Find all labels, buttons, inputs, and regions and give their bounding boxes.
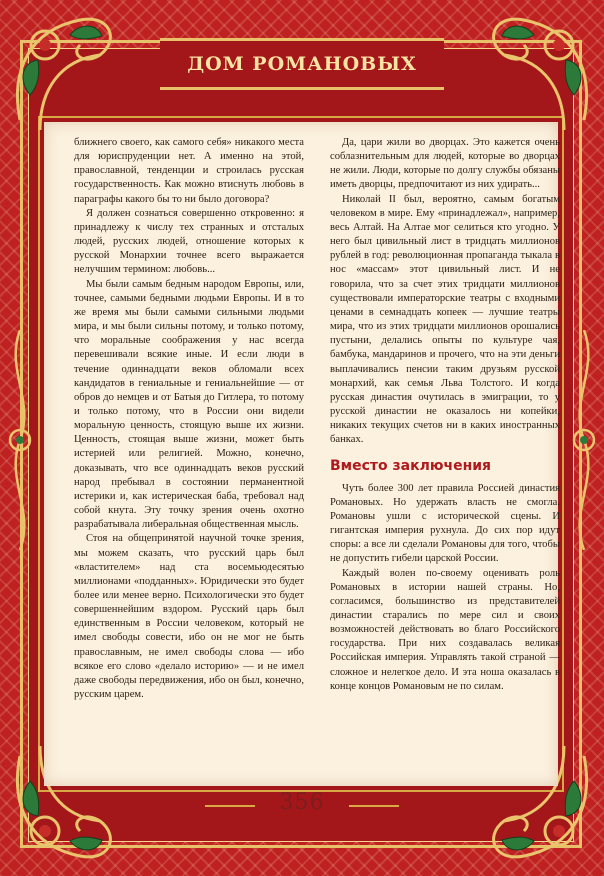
paragraph: Николай II был, вероятно, самым богатым человеком в мире. Ему «принадлежал», например, весь Алтай. На Алтае мог селиться кто угодно. У него был цивильный лист в тридцать миллионов рублей в год: революционная пропаганда тыкала в нос «массам» этот цивильный лист. И не говорила, что за счет этих тридцати миллионов существовали императорские театры с входными ценами в семнадцать копеек — лучшие театры мира, что из этих тридцати миллионов орошались пустыни, делались опыты по культуре чая, бамбука, мандаринов и прочего, что на эти деньги выплачивались пенсии таким друзьям русской монархий, как семья Льва Толстого. И когда русская династия очутилась в эмиграции, то у русской династии не оказалось ни копейки, никаких текущих счетов ни в каких иностранных банках. <box>330 193 560 446</box>
paragraph: Каждый волен по-своему оценивать роль Романовых в истории нашей страны. Но, согласимся, большинство из представителей династии старались по мере сил и своих возможностей действовать во благо Российского государства. При них создавалась великая Российская империя. Управлять такой страной — сложное и нелегкое дело. И эта ноша оказалась в конце концов Романовым не по силам. <box>330 567 560 692</box>
page-title: ДОМ РОМАНОВЫХ <box>187 53 417 75</box>
paragraph: ближнего своего, как самого себя» никакого места для юриспруденции нет. А именно на этой, православной, тенденции и строилась русская государственность. Как можно втиснуть любовь в параграфы какого бы то ни было договора? <box>74 137 304 205</box>
page-number-rule-left <box>205 805 255 807</box>
page-number: 356 <box>279 790 325 815</box>
right-column <box>330 136 560 694</box>
left-column <box>74 136 304 702</box>
paragraph: Чуть более 300 лет правила Россией династия Романовых. Но удержать власть не смогла. Романовы ушли с исторической сцены. И гигантская империя рухнула. До сих пор идут споры: а все ли сделали Романовы для того, чтобы не допустить гибели царской России. <box>330 482 560 565</box>
corner-ornament-top-right <box>474 0 604 140</box>
section-heading: Вместо заключения <box>330 458 492 475</box>
paragraph: Я должен сознаться совершенно откровенно: я принадлежу к числу тех странных и отсталых людей, русских людей, отношение которых к русской Монархии точнее всего выражается нелучшим термином: любовь... <box>74 207 304 276</box>
header-band <box>160 38 444 90</box>
paragraph: Да, цари жили во дворцах. Это кажется очень соблазнительным для людей, которые во дворцах не жили. Люди, которые по долгу службы обязаны иметь дворцы, предпочитают из них удирать... <box>330 137 560 191</box>
paragraph: Мы были самым бедным народом Европы, или, точнее, самыми бедными людьми Европы. И в то же время мы были самыми сильными людьми мира, и мы были сильны потому, и только потому, что моральные соображения у нас всегда перевешивали всякие иные. И если люди в течение одиннадцати веков обломали всех кандидатов в гениальные и гениальнейшие — от обров до немцев и от Батыя до Гитлера, то потому и только потому, что в России они видели моральную ценность, стоящую выше их жизни. Ценность, стоящая выше жизни, может быть истерией или религией. Можно, конечно, доказывать, что все одиннадцать веков русский народ пребывал в состоянии перманентной истерики и, как истерическая баба, требовал над собой кнута. Эту точку зрения очень охотно разрабатывала либеральная общественная мысль. <box>74 278 304 531</box>
side-ornament-right <box>564 330 604 550</box>
paragraph: Стоя на общепринятой научной точке зрения, мы можем сказать, что русский царь был «властителем» над ста восемьюдесятью миллионами «подданных». Юридически это будет более или менее верно. Психологически это будет совершеннейшим вздором. Русский царь был единственным в России человеком, который не имел свободы совести, ибо он не мог не быть православным, не имел свободы слова — ибо всякое его слово «делало историю» — и не имел даже свободы передвижения, ибо он был, конечно, русским царем. <box>74 533 304 701</box>
corner-ornament-top-left <box>0 0 130 140</box>
side-ornament-left <box>0 330 40 550</box>
page-number-rule-right <box>349 805 399 807</box>
